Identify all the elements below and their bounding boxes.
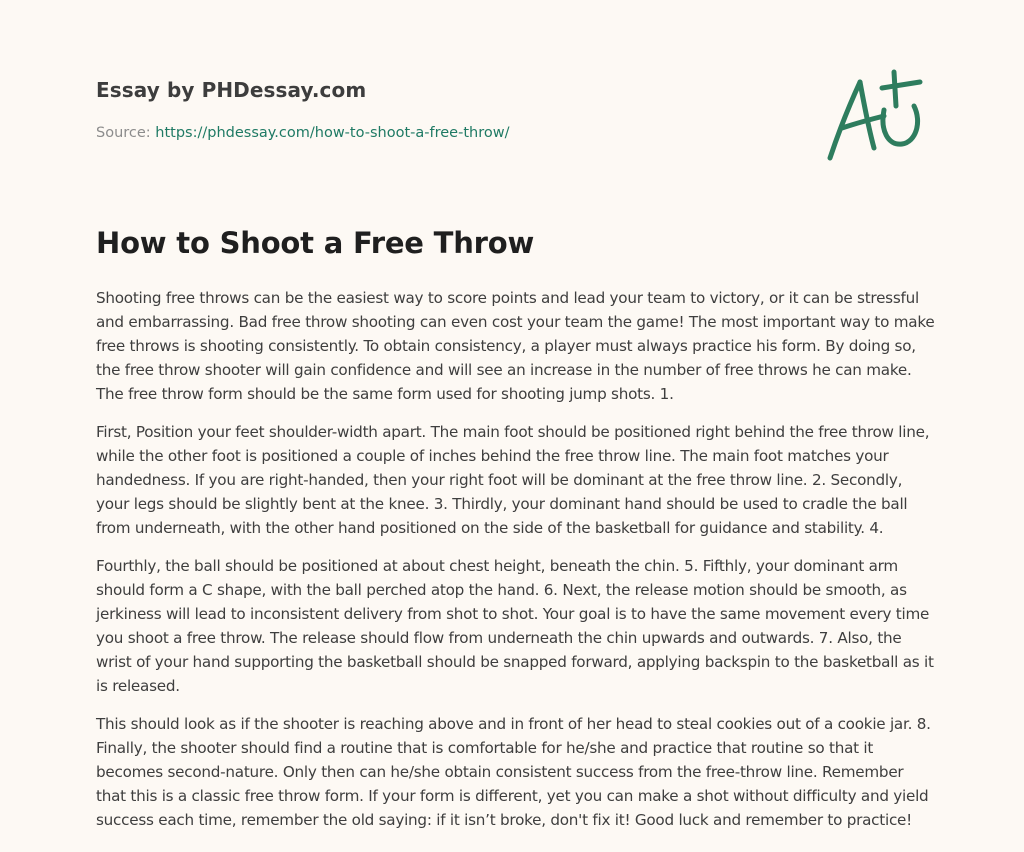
- essay-paragraph: Shooting free throws can be the easiest way to score points and lead your team to victory, or it can be stressful and embarrassing. Bad free throw shooting can even cost your team the game! The most important way to make free throws is shooting consistently. To obtain consistency, a player must always practice his form. By doing so, the free throw shooter will gain confidence and will see an increase in the number of free throws he can make. The free throw form should be the same form used for shooting jump shots. 1.: [96, 289, 935, 403]
- site-title: Essay by PHDessay.com: [96, 78, 367, 102]
- letter-a-left-stroke: [830, 82, 860, 158]
- a-plus-logo-graphic: [822, 66, 932, 166]
- source-link[interactable]: https://phdessay.com/how-to-shoot-a-free-throw/: [155, 125, 510, 141]
- essay-paragraph: This should look as if the shooter is reaching above and in front of her head to steal cookies out of a cookie jar. 8. Finally, the shooter should find a routine that is comfortable for he/she and practice that routine so that it becomes second-nature. Only then can he/she obtain consistent success from the free-throw line. Remember that this is a classic free throw form. If your form is different, yet you can make a shot without difficulty and yield success each time, remember the old saying: if it isn’t broke, don't fix it! Good luck and remember to practice!: [96, 715, 931, 829]
- source-label: Source:: [96, 125, 156, 141]
- source-line: [96, 125, 509, 141]
- essay-paragraph: Fourthly, the ball should be positioned at about chest height, beneath the chin. 5. Fifthly, your dominant arm should form a C shape, with the ball perched atop the hand. 6. Next, the release motion should be smooth, as jerkiness will lead to inconsistent delivery from shot to shot. Your goal is to have the same movement every time you shoot a free throw. The release should flow from underneath the chin upwards and outwards. 7. Also, the wrist of your hand supporting the basketball should be snapped forward, applying backspin to the basketball as it is released.: [96, 557, 934, 695]
- swoosh-stroke: [883, 106, 918, 144]
- essay-paragraph: First, Position your feet shoulder-width apart. The main foot should be positioned right behind the free throw line, while the other foot is positioned a couple of inches behind the free throw line. The main foot matches your handedness. If you are right-handed, then your right foot will be dominant at the free throw line. 2. Secondly, your legs should be slightly bent at the knee. 3. Thirdly, your dominant hand should be used to cradle the ball from underneath, with the other hand positioned on the side of the basketball for guidance and stability. 4.: [96, 423, 930, 537]
- letter-a-right-stroke: [860, 82, 874, 148]
- plus-vertical-stroke: [894, 72, 896, 106]
- a-plus-grade-icon: [822, 66, 932, 166]
- plus-horizontal-stroke: [882, 82, 920, 88]
- letter-a-crossbar: [842, 116, 884, 128]
- essay-body: [96, 286, 936, 846]
- essay-title: How to Shoot a Free Throw: [96, 226, 535, 260]
